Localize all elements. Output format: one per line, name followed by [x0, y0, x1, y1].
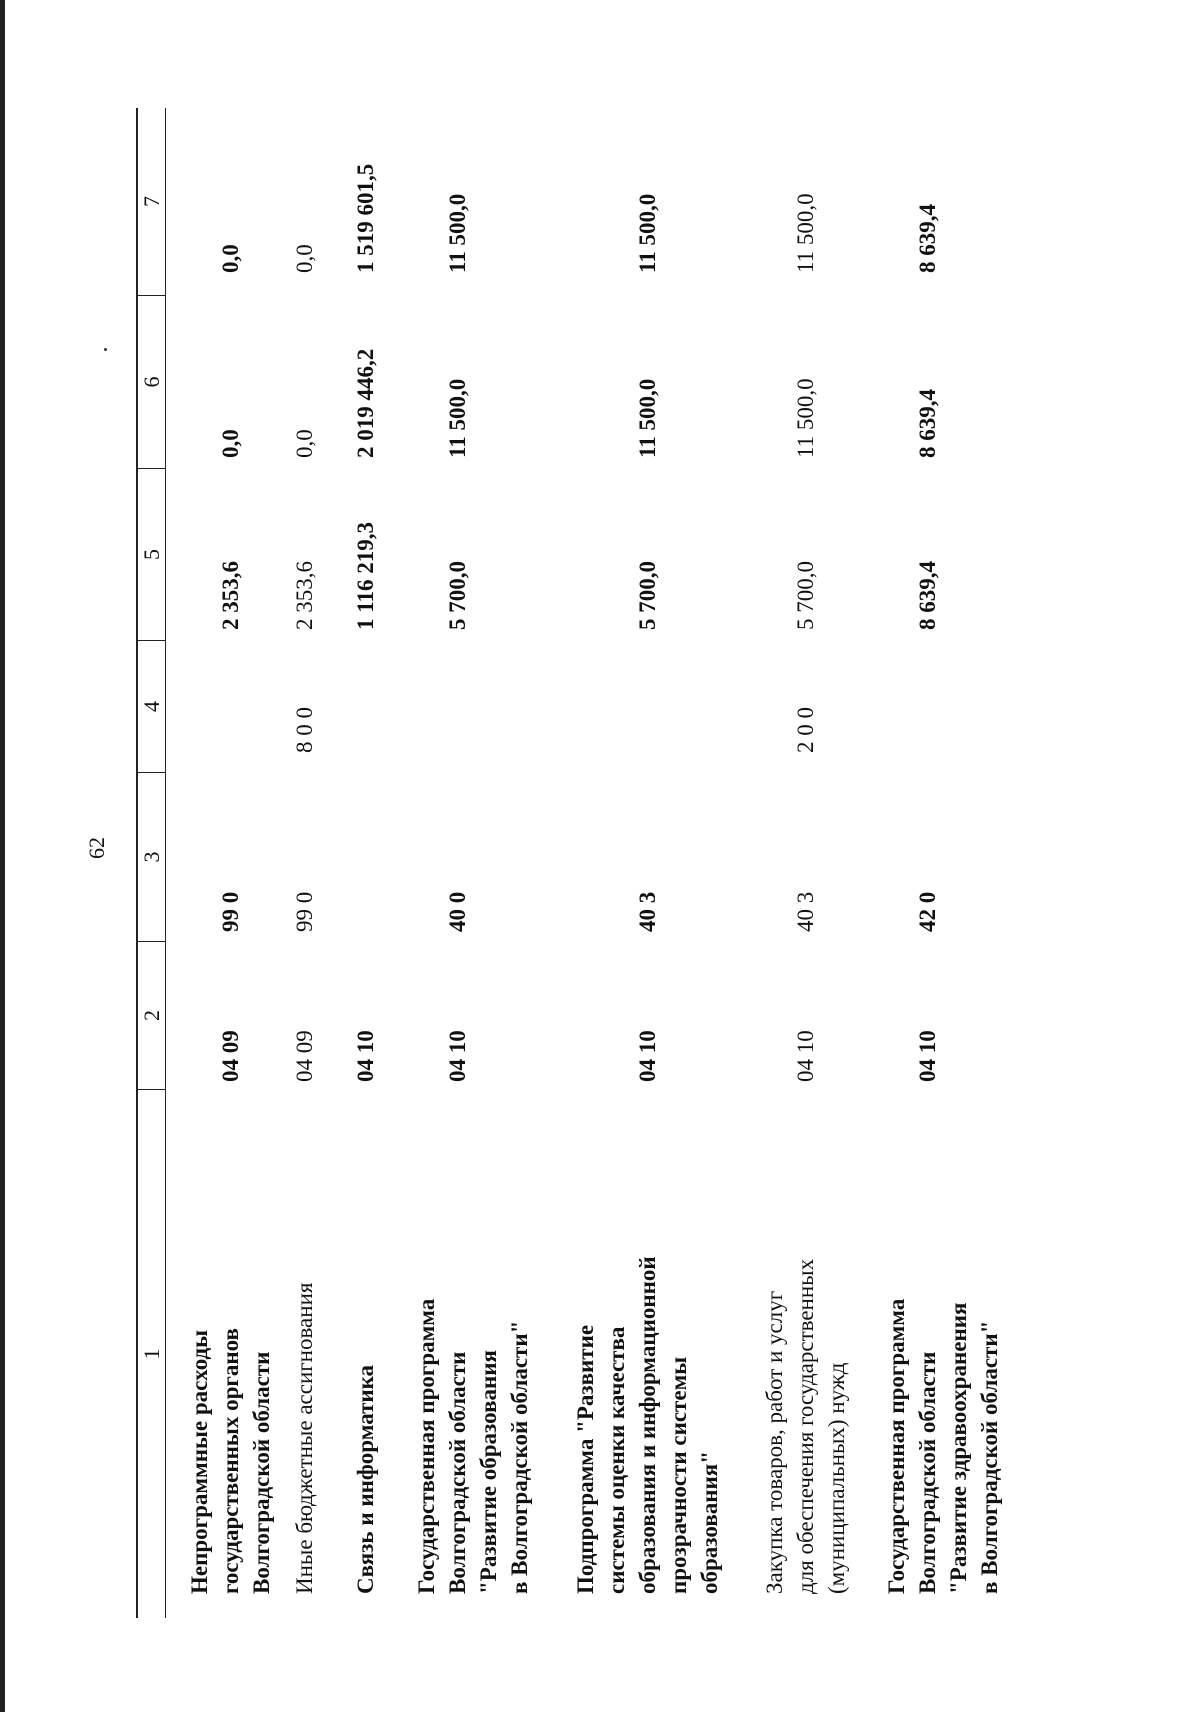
amount-col-6: 11 500,0	[445, 378, 470, 458]
page-number: 62	[84, 837, 109, 859]
code-expense-type: 8 0 0	[292, 707, 317, 753]
code-program: 99 0	[292, 891, 317, 932]
table-header	[136, 108, 166, 1618]
header-col-2: 2	[138, 942, 166, 1090]
amount-col-5: 5 700,0	[635, 561, 660, 630]
amount-col-7: 0,0	[218, 244, 243, 273]
row-label: Государственная программа Волгоградской области "Развитие здравоохранения в Волгоградской области"	[884, 1298, 1002, 1594]
budget-table	[136, 108, 1160, 1618]
code-section: 04 09	[292, 1030, 317, 1082]
amount-col-5: 1 116 219,3	[353, 522, 378, 630]
code-section: 04 10	[353, 1030, 378, 1082]
code-section: 04 09	[218, 1030, 243, 1082]
amount-col-7: 11 500,0	[635, 193, 660, 273]
amount-col-7: 8 639,4	[915, 204, 940, 273]
amount-col-6: 2 019 446,2	[353, 348, 378, 458]
amount-col-5: 5 700,0	[793, 561, 818, 630]
scan-speck	[104, 348, 107, 351]
amount-col-5: 5 700,0	[445, 561, 470, 630]
row-label: Подпрограмма "Развитие системы оценки качества образования и информационной прозрачности системы образования"	[573, 1256, 722, 1594]
amount-col-7: 1 519 601,5	[353, 163, 378, 273]
row-label: Закупка товаров, работ и услуг для обеспечения государственных (муниципальных) нужд	[762, 1258, 849, 1594]
amount-col-6: 0,0	[292, 429, 317, 458]
amount-col-6: 11 500,0	[635, 378, 660, 458]
header-col-6: 6	[138, 296, 166, 469]
code-section: 04 10	[445, 1030, 470, 1082]
amount-col-5: 2 353,6	[218, 561, 243, 630]
amount-col-5: 2 353,6	[292, 561, 317, 630]
code-section: 04 10	[635, 1030, 660, 1082]
row-label: Государственная программа Волгоградской области "Развитие образования в Волгоградской области"	[414, 1298, 532, 1594]
code-expense-type: 2 0 0	[793, 707, 818, 753]
amount-col-6: 11 500,0	[793, 378, 818, 458]
amount-col-6: 0,0	[218, 429, 243, 458]
row-label: Связь и информатика	[353, 1364, 378, 1594]
amount-col-7: 0,0	[292, 244, 317, 273]
row-label: Непрограммные расходы государственных органов Волгоградской области	[187, 1328, 274, 1594]
code-program: 99 0	[218, 891, 243, 932]
header-col-7: 7	[138, 108, 166, 296]
header-col-1: 1	[139, 1348, 164, 1360]
amount-col-5: 8 639,4	[915, 561, 940, 630]
code-program: 40 3	[635, 891, 660, 932]
code-program: 40 0	[445, 891, 470, 932]
amount-col-7: 11 500,0	[793, 193, 818, 273]
row-label: Иные бюджетные ассигнования	[292, 1282, 317, 1594]
amount-col-6: 8 639,4	[915, 389, 940, 458]
code-program: 40 3	[793, 891, 818, 932]
amount-col-7: 11 500,0	[445, 193, 470, 273]
header-col-3: 3	[138, 773, 166, 942]
code-section: 04 10	[915, 1030, 940, 1082]
header-col-5: 5	[138, 469, 166, 641]
header-col-4: 4	[138, 641, 166, 773]
code-program: 42 0	[915, 891, 940, 932]
code-section: 04 10	[793, 1030, 818, 1082]
scan-edge	[0, 0, 5, 1712]
